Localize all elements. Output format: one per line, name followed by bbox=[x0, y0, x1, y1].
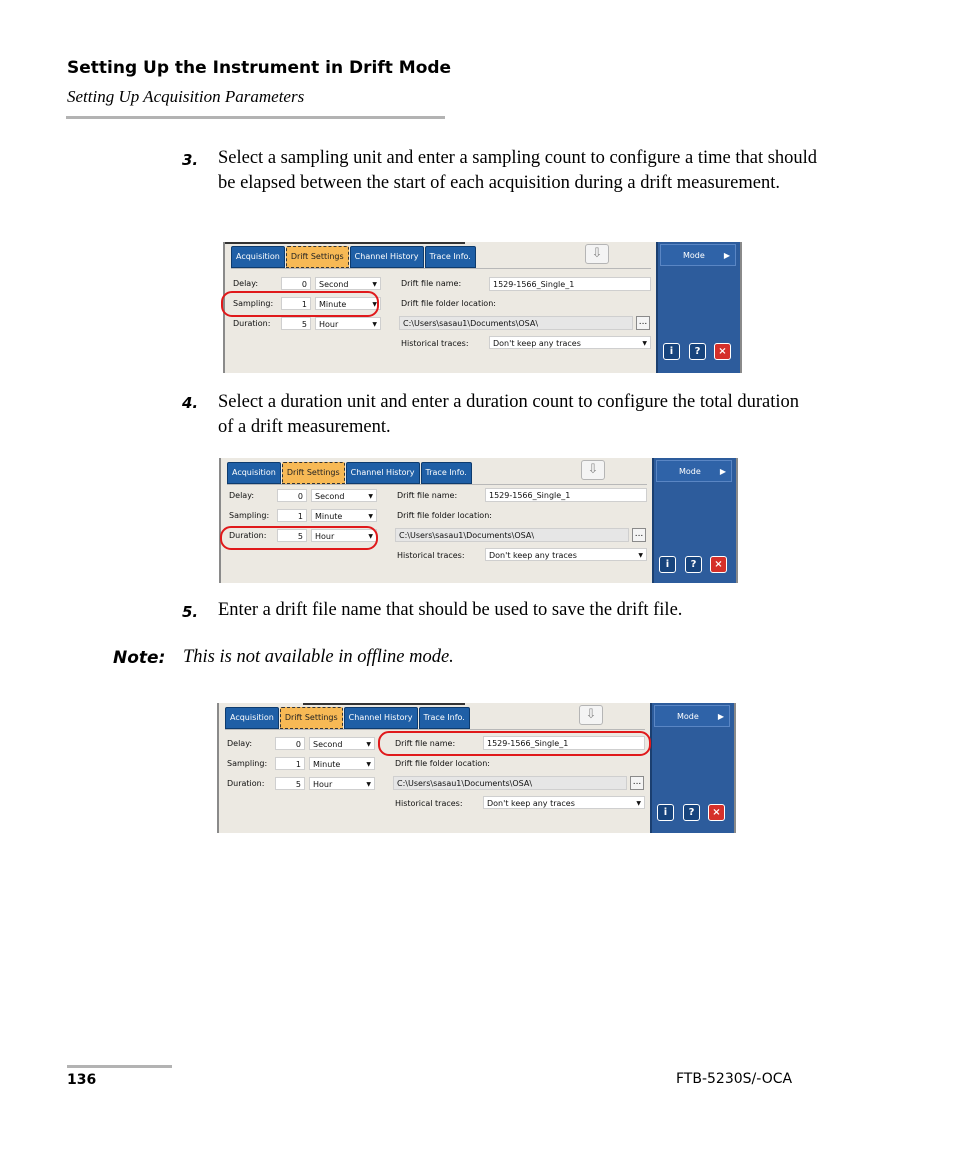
down-arrow-icon[interactable]: ⇩ bbox=[581, 460, 605, 480]
info-icon[interactable]: i bbox=[657, 804, 674, 821]
delay-unit-select[interactable] bbox=[309, 737, 375, 750]
browse-button[interactable]: ... bbox=[632, 528, 646, 542]
highlight-sampling bbox=[221, 291, 379, 317]
info-icon[interactable]: i bbox=[663, 343, 680, 360]
window-edge bbox=[303, 703, 465, 705]
dropdown-arrow-icon: ▼ bbox=[368, 513, 373, 520]
product-model: FTB-5230S/-OCA bbox=[676, 1071, 793, 1087]
duration-count-input[interactable]: 5 bbox=[281, 317, 311, 330]
drift-settings-screenshot-duration bbox=[219, 458, 738, 583]
sampling-count-input[interactable]: 1 bbox=[277, 509, 307, 522]
sampling-unit-value: Minute bbox=[315, 512, 343, 521]
folder-location-field[interactable]: C:\Users\sasau1\Documents\OSA\ bbox=[399, 316, 633, 330]
tab-trace-info[interactable]: Trace Info. bbox=[425, 246, 476, 268]
right-panel bbox=[656, 242, 740, 373]
tab-channel-history[interactable]: Channel History bbox=[350, 246, 424, 268]
mode-button[interactable] bbox=[660, 244, 736, 266]
sampling-count-input[interactable]: 1 bbox=[275, 757, 305, 770]
sampling-unit-select[interactable] bbox=[311, 509, 377, 522]
tab-bar bbox=[225, 707, 471, 729]
header-divider bbox=[66, 116, 445, 119]
delay-count-input[interactable]: 0 bbox=[275, 737, 305, 750]
section-subtitle: Setting Up Acquisition Parameters bbox=[67, 87, 305, 106]
dropdown-arrow-icon: ▼ bbox=[366, 761, 371, 768]
help-icon[interactable]: ? bbox=[683, 804, 700, 821]
historical-traces-select[interactable] bbox=[489, 336, 651, 349]
tab-trace-info[interactable]: Trace Info. bbox=[421, 462, 472, 484]
tab-separator bbox=[225, 729, 645, 730]
duration-unit-value: Hour bbox=[313, 780, 333, 789]
delay-unit-value: Second bbox=[315, 492, 345, 501]
duration-count-input[interactable]: 5 bbox=[277, 529, 307, 542]
delay-label: Delay: bbox=[227, 739, 253, 748]
historical-traces-label: Historical traces: bbox=[401, 339, 469, 348]
duration-unit-select[interactable] bbox=[315, 317, 381, 330]
close-icon[interactable]: × bbox=[714, 343, 731, 360]
sampling-unit-value: Minute bbox=[313, 760, 341, 769]
info-icon[interactable]: i bbox=[659, 556, 676, 573]
right-panel bbox=[650, 703, 734, 833]
tab-drift-settings[interactable]: Drift Settings bbox=[286, 246, 349, 268]
step-4-number: 4. bbox=[182, 394, 199, 412]
help-icon[interactable]: ? bbox=[685, 556, 702, 573]
delay-count-input[interactable]: 0 bbox=[281, 277, 311, 290]
highlight-duration bbox=[220, 526, 378, 550]
duration-unit-value: Hour bbox=[319, 320, 339, 329]
folder-location-field[interactable]: C:\Users\sasau1\Documents\OSA\ bbox=[395, 528, 629, 542]
duration-label: Duration: bbox=[233, 319, 271, 328]
play-arrow-icon: ▶ bbox=[723, 251, 730, 260]
dropdown-arrow-icon: ▼ bbox=[372, 301, 377, 308]
browse-button[interactable]: ... bbox=[636, 316, 650, 330]
historical-traces-value: Don't keep any traces bbox=[489, 551, 577, 560]
dropdown-arrow-icon: ▼ bbox=[638, 552, 643, 559]
delay-unit-select[interactable] bbox=[315, 277, 381, 290]
dropdown-arrow-icon: ▼ bbox=[372, 281, 377, 288]
dropdown-arrow-icon: ▼ bbox=[366, 741, 371, 748]
duration-label: Duration: bbox=[229, 531, 267, 540]
page-number: 136 bbox=[67, 1072, 97, 1088]
step-5-text: Enter a drift file name that should be used to save the drift file. bbox=[218, 600, 683, 620]
sampling-count-input[interactable]: 1 bbox=[281, 297, 311, 310]
historical-traces-value: Don't keep any traces bbox=[487, 799, 575, 808]
window-edge bbox=[225, 242, 465, 244]
close-icon[interactable]: × bbox=[710, 556, 727, 573]
historical-traces-value: Don't keep any traces bbox=[493, 339, 581, 348]
down-arrow-icon[interactable]: ⇩ bbox=[585, 244, 609, 264]
drift-settings-screenshot-file-name bbox=[217, 703, 736, 833]
dropdown-arrow-icon: ▼ bbox=[368, 533, 373, 540]
folder-location-label: Drift file folder location: bbox=[395, 759, 490, 768]
delay-label: Delay: bbox=[229, 491, 255, 500]
historical-traces-label: Historical traces: bbox=[395, 799, 463, 808]
drift-file-name-input[interactable]: 1529-1566_Single_1 bbox=[489, 277, 651, 291]
drift-file-name-input[interactable]: 1529-1566_Single_1 bbox=[483, 736, 645, 750]
help-icon[interactable]: ? bbox=[689, 343, 706, 360]
sampling-unit-value: Minute bbox=[319, 300, 347, 309]
tab-acquisition[interactable]: Acquisition bbox=[231, 246, 285, 268]
highlight-drift-file-name bbox=[378, 731, 651, 756]
footer-divider bbox=[67, 1065, 172, 1068]
tab-acquisition[interactable]: Acquisition bbox=[225, 707, 279, 729]
sampling-label: Sampling: bbox=[233, 299, 274, 308]
step-3-text: Select a sampling unit and enter a sampling count to configure a time that should be elapsed between the start of each acquisition during a drift measurement. bbox=[218, 148, 818, 193]
section-title: Setting Up the Instrument in Drift Mode bbox=[67, 58, 452, 78]
mode-label: Mode bbox=[679, 467, 701, 476]
tab-acquisition[interactable]: Acquisition bbox=[227, 462, 281, 484]
historical-traces-label: Historical traces: bbox=[397, 551, 465, 560]
tab-trace-info[interactable]: Trace Info. bbox=[419, 707, 470, 729]
delay-unit-value: Second bbox=[313, 740, 343, 749]
dropdown-arrow-icon: ▼ bbox=[368, 493, 373, 500]
note-text: This is not available in offline mode. bbox=[183, 647, 454, 667]
dropdown-arrow-icon: ▼ bbox=[642, 340, 647, 347]
dropdown-arrow-icon: ▼ bbox=[372, 321, 377, 328]
delay-count-input[interactable]: 0 bbox=[277, 489, 307, 502]
delay-label: Delay: bbox=[233, 279, 259, 288]
duration-count-input[interactable]: 5 bbox=[275, 777, 305, 790]
folder-location-label: Drift file folder location: bbox=[397, 511, 492, 520]
folder-location-label: Drift file folder location: bbox=[401, 299, 496, 308]
close-icon[interactable]: × bbox=[708, 804, 725, 821]
tab-drift-settings[interactable]: Drift Settings bbox=[280, 707, 343, 729]
drift-file-name-input[interactable]: 1529-1566_Single_1 bbox=[485, 488, 647, 502]
sampling-unit-select[interactable] bbox=[309, 757, 375, 770]
tab-separator bbox=[231, 268, 651, 269]
mode-label: Mode bbox=[677, 712, 699, 721]
historical-traces-select[interactable] bbox=[483, 796, 645, 809]
play-arrow-icon: ▶ bbox=[717, 712, 724, 721]
delay-unit-select[interactable] bbox=[311, 489, 377, 502]
duration-unit-select[interactable] bbox=[309, 777, 375, 790]
drift-file-name-label: Drift file name: bbox=[397, 491, 458, 500]
dropdown-arrow-icon: ▼ bbox=[636, 800, 641, 807]
tab-bar bbox=[231, 246, 477, 268]
tab-channel-history[interactable]: Channel History bbox=[346, 462, 420, 484]
tab-separator bbox=[227, 484, 647, 485]
drift-file-name-label: Drift file name: bbox=[395, 739, 456, 748]
down-arrow-icon[interactable]: ⇩ bbox=[579, 705, 603, 725]
sampling-label: Sampling: bbox=[227, 759, 268, 768]
tab-channel-history[interactable]: Channel History bbox=[344, 707, 418, 729]
right-panel bbox=[652, 458, 736, 583]
mode-button[interactable] bbox=[654, 705, 730, 727]
note-label: Note: bbox=[113, 648, 166, 668]
tab-drift-settings[interactable]: Drift Settings bbox=[282, 462, 345, 484]
duration-label: Duration: bbox=[227, 779, 265, 788]
step-5-number: 5. bbox=[182, 603, 199, 621]
step-3-number: 3. bbox=[182, 151, 199, 169]
folder-location-field[interactable]: C:\Users\sasau1\Documents\OSA\ bbox=[393, 776, 627, 790]
browse-button[interactable]: ... bbox=[630, 776, 644, 790]
duration-unit-value: Hour bbox=[315, 532, 335, 541]
delay-unit-value: Second bbox=[319, 280, 349, 289]
mode-button[interactable] bbox=[656, 460, 732, 482]
step-4-text: Select a duration unit and enter a duration count to configure the total duration of a drift measurement. bbox=[218, 392, 800, 437]
dropdown-arrow-icon: ▼ bbox=[366, 781, 371, 788]
historical-traces-select[interactable] bbox=[485, 548, 647, 561]
play-arrow-icon: ▶ bbox=[719, 467, 726, 476]
drift-file-name-label: Drift file name: bbox=[401, 279, 462, 288]
mode-label: Mode bbox=[683, 251, 705, 260]
sampling-label: Sampling: bbox=[229, 511, 270, 520]
tab-bar bbox=[227, 462, 473, 484]
